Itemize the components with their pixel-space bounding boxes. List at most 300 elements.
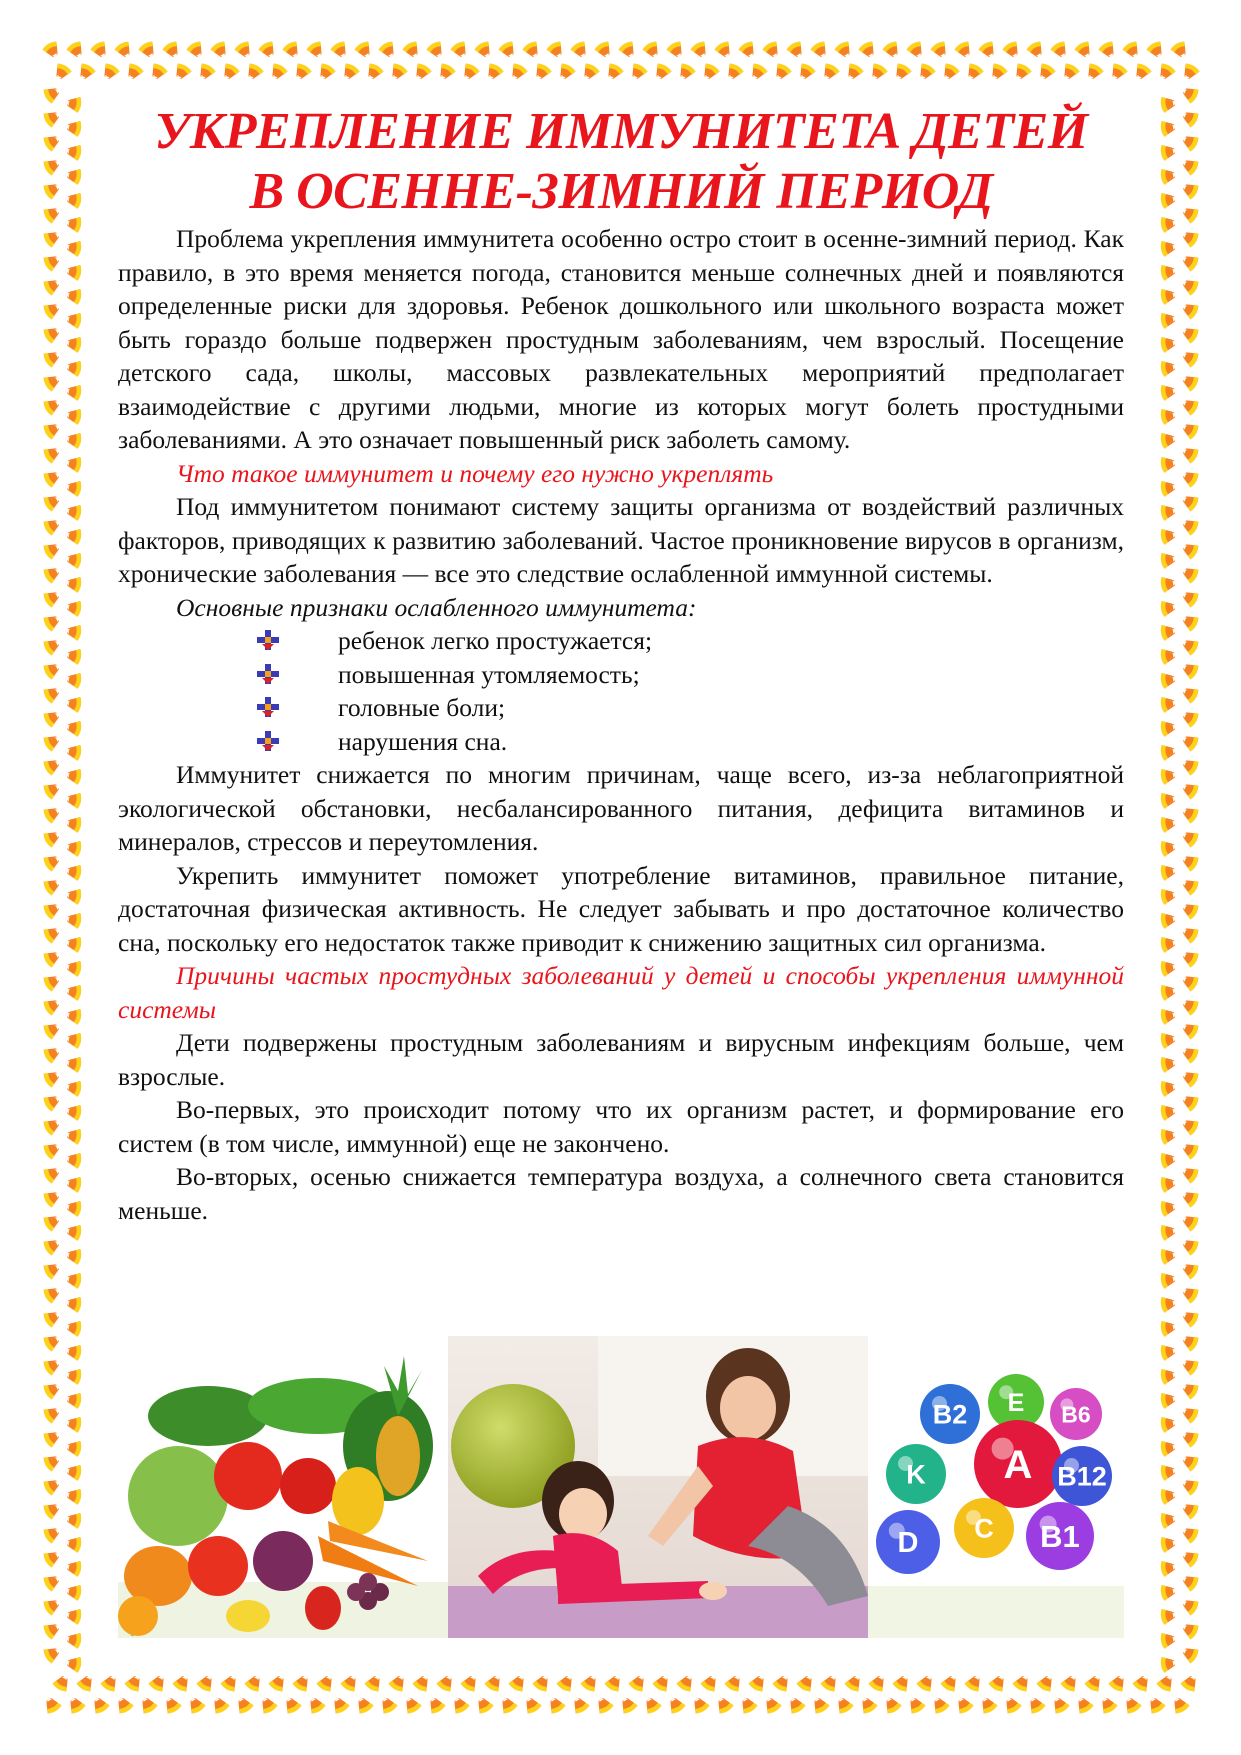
candy-corn-icon bbox=[329, 1694, 350, 1715]
candy-corn-icon bbox=[65, 1223, 83, 1241]
candy-corn-icon bbox=[1179, 395, 1200, 416]
candy-corn-icon bbox=[689, 1694, 710, 1715]
candy-corn-icon bbox=[786, 40, 807, 61]
candy-corn-icon bbox=[268, 1672, 289, 1693]
candy-corn-icon bbox=[930, 40, 951, 61]
candy-corn-icon bbox=[65, 1439, 83, 1457]
candy-corn-icon bbox=[42, 1283, 63, 1304]
candy-corn-icon bbox=[42, 1307, 63, 1328]
candy-corn-icon bbox=[507, 62, 528, 83]
candy-corn-icon bbox=[1049, 1694, 1070, 1715]
list-item bbox=[256, 658, 1124, 692]
candy-corn-icon bbox=[594, 40, 615, 61]
candy-corn-icon bbox=[929, 1694, 950, 1715]
candy-corn-icon bbox=[65, 215, 83, 233]
candy-corn-icon bbox=[42, 1211, 63, 1232]
candy-corn-icon bbox=[1107, 62, 1128, 83]
candy-corn-icon bbox=[65, 239, 83, 257]
illustration-strip bbox=[118, 1336, 1124, 1638]
candy-corn-icon bbox=[1160, 335, 1178, 353]
candy-corn-icon bbox=[65, 911, 83, 929]
candy-corn-icon bbox=[42, 1331, 63, 1352]
candy-corn-icon bbox=[42, 731, 63, 752]
candy-corn-icon bbox=[65, 455, 83, 473]
candy-corn-icon bbox=[233, 1694, 254, 1715]
candy-corn-icon bbox=[291, 62, 312, 83]
candy-corn-icon bbox=[460, 1672, 481, 1693]
candy-corn-icon bbox=[281, 1694, 302, 1715]
candy-corn-icon bbox=[1160, 1247, 1178, 1265]
strengthen-paragraph: Укрепить иммунитет поможет употребление витаминов, правильное питание, достаточная физическая активность. Не следует забывать и про достаточное количество сна, поскольку его недостаток также приводит к снижению защитных сил организма. bbox=[118, 860, 1124, 957]
candy-corn-icon bbox=[1179, 179, 1200, 200]
candy-corn-icon bbox=[65, 623, 83, 641]
candy-corn-icon bbox=[65, 1487, 83, 1505]
candy-corn-icon bbox=[42, 635, 63, 656]
candy-corn-icon bbox=[1121, 1694, 1142, 1715]
candy-corn-icon bbox=[42, 107, 63, 128]
candy-corn-icon bbox=[65, 791, 83, 809]
candy-corn-icon bbox=[1179, 611, 1200, 632]
candy-corn-icon bbox=[42, 419, 63, 440]
candy-corn-icon bbox=[508, 1672, 529, 1693]
candy-corn-icon bbox=[42, 779, 63, 800]
candy-corn-icon bbox=[219, 62, 240, 83]
candy-corn-icon bbox=[1160, 503, 1178, 521]
candy-corn-icon bbox=[1036, 1672, 1057, 1693]
candy-corn-icon bbox=[65, 407, 83, 425]
candy-corn-icon bbox=[65, 383, 83, 401]
candy-corn-icon bbox=[1179, 83, 1200, 104]
signs-heading: Основные признаки ослабленного иммунитета: bbox=[176, 592, 697, 622]
candy-corn-icon bbox=[1160, 1223, 1178, 1241]
candy-corn-icon bbox=[1179, 1211, 1200, 1232]
candy-corn-icon bbox=[162, 40, 183, 61]
candy-corn-icon bbox=[473, 1694, 494, 1715]
candy-corn-icon bbox=[377, 1694, 398, 1715]
candy-corn-icon bbox=[1160, 167, 1178, 185]
candy-corn-icon bbox=[65, 1199, 83, 1217]
candy-corn-icon bbox=[1160, 527, 1178, 545]
candy-corn-icon bbox=[891, 62, 912, 83]
candy-corn-icon bbox=[531, 62, 552, 83]
candy-corn-icon bbox=[42, 1043, 63, 1064]
candy-corn-icon bbox=[450, 40, 471, 61]
candy-corn-icon bbox=[1179, 155, 1200, 176]
candy-corn-icon bbox=[42, 1571, 63, 1592]
candy-corn-icon bbox=[1160, 1631, 1178, 1649]
candy-corn-icon bbox=[65, 959, 83, 977]
candy-corn-icon bbox=[833, 1694, 854, 1715]
candy-corn-icon bbox=[738, 40, 759, 61]
candy-corn-icon bbox=[65, 479, 83, 497]
candy-corn-icon bbox=[1160, 119, 1178, 137]
candy-corn-icon bbox=[762, 40, 783, 61]
vitamin-label: B2 bbox=[932, 1399, 968, 1430]
candy-corn-icon bbox=[1146, 40, 1167, 61]
candy-corn-icon bbox=[1160, 1343, 1178, 1361]
candy-corn-icon bbox=[1160, 959, 1178, 977]
candy-corn-icon bbox=[42, 203, 63, 224]
candy-corn-icon bbox=[42, 1451, 63, 1472]
candy-corn-icon bbox=[42, 1187, 63, 1208]
candy-corn-icon bbox=[65, 359, 83, 377]
sign-text: повышенная утомляемость; bbox=[338, 659, 640, 689]
candy-corn-icon bbox=[1179, 659, 1200, 680]
plus-arrow-bullet-icon bbox=[256, 730, 280, 752]
candy-corn-icon bbox=[1160, 1655, 1178, 1673]
candy-corn-icon bbox=[171, 62, 192, 83]
candy-corn-icon bbox=[617, 1694, 638, 1715]
candy-corn-icon bbox=[1160, 1007, 1178, 1025]
candy-corn-icon bbox=[1179, 539, 1200, 560]
candy-corn-icon bbox=[857, 1694, 878, 1715]
candy-corn-icon bbox=[1179, 419, 1200, 440]
candy-corn-icon bbox=[65, 1031, 83, 1049]
candy-corn-icon bbox=[1059, 62, 1080, 83]
candy-corn-icon bbox=[42, 227, 63, 248]
sign-text: ребенок легко простужается; bbox=[338, 626, 653, 655]
candy-corn-icon bbox=[545, 1694, 566, 1715]
candy-corn-icon bbox=[42, 40, 63, 61]
candy-corn-icon bbox=[306, 40, 327, 61]
candy-corn-icon bbox=[65, 1103, 83, 1121]
candy-corn-icon bbox=[844, 1672, 865, 1693]
candy-corn-icon bbox=[1160, 1535, 1178, 1553]
candy-corn-icon bbox=[65, 191, 83, 209]
candy-corn-icon bbox=[51, 62, 72, 83]
candy-corn-icon bbox=[42, 1019, 63, 1040]
candy-corn-icon bbox=[1179, 1235, 1200, 1256]
candy-corn-icon bbox=[1179, 995, 1200, 1016]
candy-corn-icon bbox=[1160, 1463, 1178, 1481]
candy-corn-icon bbox=[1002, 40, 1023, 61]
candy-corn-icon bbox=[100, 1672, 121, 1693]
candy-corn-icon bbox=[1083, 62, 1104, 83]
candy-corn-icon bbox=[210, 40, 231, 61]
candy-corn-icon bbox=[65, 551, 83, 569]
candy-corn-icon bbox=[65, 1271, 83, 1289]
candy-corn-icon bbox=[1160, 263, 1178, 281]
candy-corn-icon bbox=[42, 1067, 63, 1088]
plus-arrow-bullet-icon bbox=[256, 663, 280, 685]
candy-corn-icon bbox=[1160, 455, 1178, 473]
candy-corn-icon bbox=[220, 1672, 241, 1693]
candy-corn-icon bbox=[65, 671, 83, 689]
candy-corn-icon bbox=[642, 40, 663, 61]
candy-corn-icon bbox=[42, 851, 63, 872]
candy-corn-icon bbox=[1179, 1331, 1200, 1352]
candy-corn-icon bbox=[1179, 467, 1200, 488]
candy-corn-icon bbox=[1160, 1583, 1178, 1601]
vitamin-label: C bbox=[974, 1513, 994, 1544]
article bbox=[118, 102, 1124, 1227]
candy-corn-icon bbox=[42, 1595, 63, 1616]
candy-corn-icon bbox=[65, 695, 83, 713]
candy-corn-icon bbox=[1160, 1439, 1178, 1457]
candy-corn-icon bbox=[521, 1694, 542, 1715]
candy-corn-icon bbox=[1179, 1163, 1200, 1184]
candy-corn-icon bbox=[89, 1694, 110, 1715]
candy-corn-icon bbox=[1160, 311, 1178, 329]
candy-corn-icon bbox=[1179, 1595, 1200, 1616]
children-susceptible-paragraph: Дети подвержены простудным заболеваниям и вирусным инфекциям больше, чем взрослые. bbox=[118, 1028, 1124, 1091]
candy-corn-icon bbox=[412, 1672, 433, 1693]
candy-corn-icon bbox=[66, 40, 87, 61]
candy-corn-icon bbox=[65, 287, 83, 305]
candy-corn-icon bbox=[1179, 1259, 1200, 1280]
candy-corn-icon bbox=[1160, 935, 1178, 953]
candy-corn-icon bbox=[1179, 371, 1200, 392]
candy-corn-icon bbox=[474, 40, 495, 61]
candy-corn-icon bbox=[652, 1672, 673, 1693]
candy-corn-icon bbox=[1122, 40, 1143, 61]
candy-corn-icon bbox=[42, 899, 63, 920]
candy-corn-icon bbox=[1179, 971, 1200, 992]
candy-corn-icon bbox=[1074, 40, 1095, 61]
candy-corn-icon bbox=[113, 1694, 134, 1715]
candy-corn-icon bbox=[723, 62, 744, 83]
candy-corn-icon bbox=[1108, 1672, 1129, 1693]
list-item bbox=[256, 691, 1124, 725]
candy-corn-icon bbox=[363, 62, 384, 83]
candy-corn-icon bbox=[1160, 143, 1178, 161]
candy-corn-icon bbox=[354, 40, 375, 61]
candy-corn-icon bbox=[449, 1694, 470, 1715]
candy-corn-icon bbox=[1179, 755, 1200, 776]
candy-corn-icon bbox=[1179, 491, 1200, 512]
candy-corn-icon bbox=[1179, 1451, 1200, 1472]
candy-corn-icon bbox=[1179, 923, 1200, 944]
vitamin-label: B6 bbox=[1061, 1401, 1091, 1428]
candy-corn-icon bbox=[1131, 62, 1152, 83]
candy-corn-icon bbox=[42, 1403, 63, 1424]
candy-corn-icon bbox=[65, 167, 83, 185]
candy-corn-icon bbox=[1179, 203, 1200, 224]
candy-corn-icon bbox=[628, 1672, 649, 1693]
candy-corn-icon bbox=[1160, 1271, 1178, 1289]
candy-corn-icon bbox=[690, 40, 711, 61]
intro-paragraph: Проблема укрепления иммунитета особенно остро стоит в осенне-зимний период. Как правило, в это время меняется погода, становится меньше солнечных дней и появляются определенные риски для здоровья. Ребенок дошкольного или школьного возраста может быть гораздо больше подвержен простудным заболеваниям, чем взрослый. Посещение детского сада, школы, массовых развлекательных мероприятий предполагает взаимодействие с другими людьми, многие из которых могут болеть простудными заболеваниями. А это означает повышенный риск заболеть самому. bbox=[118, 224, 1124, 454]
candy-corn-icon bbox=[387, 62, 408, 83]
candy-corn-icon bbox=[881, 1694, 902, 1715]
candy-corn-icon bbox=[1160, 671, 1178, 689]
candy-corn-icon bbox=[1155, 62, 1176, 83]
candy-corn-icon bbox=[65, 1559, 83, 1577]
candy-corn-icon bbox=[665, 1694, 686, 1715]
candy-corn-icon bbox=[1179, 707, 1200, 728]
candy-corn-icon bbox=[1026, 40, 1047, 61]
candy-corn-icon bbox=[42, 155, 63, 176]
candy-corn-icon bbox=[953, 1694, 974, 1715]
candy-corn-icon bbox=[65, 599, 83, 617]
candy-corn-icon bbox=[1160, 1487, 1178, 1505]
candy-corn-icon bbox=[148, 1672, 169, 1693]
candy-corn-icon bbox=[1160, 407, 1178, 425]
candy-corn-icon bbox=[1179, 62, 1200, 83]
candy-corn-icon bbox=[42, 923, 63, 944]
candy-corn-icon bbox=[459, 62, 480, 83]
candy-corn-icon bbox=[1132, 1672, 1153, 1693]
candy-corn-icon bbox=[42, 443, 63, 464]
candy-corn-icon bbox=[257, 1694, 278, 1715]
candy-corn-icon bbox=[700, 1672, 721, 1693]
candy-corn-icon bbox=[42, 323, 63, 344]
candy-corn-icon bbox=[1179, 803, 1200, 824]
candy-corn-icon bbox=[65, 1079, 83, 1097]
candy-corn-icon bbox=[161, 1694, 182, 1715]
candy-corn-icon bbox=[1179, 443, 1200, 464]
candy-corn-icon bbox=[65, 863, 83, 881]
candy-corn-icon bbox=[603, 62, 624, 83]
candy-corn-icon bbox=[892, 1672, 913, 1693]
candy-corn-icon bbox=[1160, 359, 1178, 377]
candy-corn-icon bbox=[484, 1672, 505, 1693]
candy-corn-icon bbox=[195, 62, 216, 83]
candy-corn-icon bbox=[651, 62, 672, 83]
candy-corn-icon bbox=[41, 1694, 62, 1715]
candy-corn-icon bbox=[425, 1694, 446, 1715]
candy-corn-icon bbox=[978, 40, 999, 61]
vitamin-balls-illustration bbox=[868, 1336, 1124, 1638]
candy-corn-icon bbox=[42, 1091, 63, 1112]
candy-corn-icon bbox=[1179, 827, 1200, 848]
candy-corn-icon bbox=[1160, 1559, 1178, 1577]
candy-corn-icon bbox=[1160, 575, 1178, 593]
candy-corn-icon bbox=[570, 40, 591, 61]
candy-corn-icon bbox=[675, 62, 696, 83]
candy-corn-icon bbox=[65, 1295, 83, 1313]
candy-corn-icon bbox=[435, 62, 456, 83]
candy-corn-icon bbox=[868, 1672, 889, 1693]
candy-corn-icon bbox=[42, 1355, 63, 1376]
candy-corn-icon bbox=[42, 515, 63, 536]
candy-corn-icon bbox=[282, 40, 303, 61]
candy-corn-icon bbox=[401, 1694, 422, 1715]
candy-corn-icon bbox=[1160, 623, 1178, 641]
candy-corn-icon bbox=[666, 40, 687, 61]
candy-corn-icon bbox=[42, 587, 63, 608]
candy-corn-icon bbox=[65, 1631, 83, 1649]
candy-corn-icon bbox=[1097, 1694, 1118, 1715]
candy-corn-icon bbox=[42, 539, 63, 560]
candy-corn-icon bbox=[65, 1535, 83, 1553]
candy-corn-icon bbox=[1160, 1295, 1178, 1313]
candy-corn-icon bbox=[1160, 647, 1178, 665]
candy-corn-icon bbox=[1160, 719, 1178, 737]
candy-corn-icon bbox=[1160, 1319, 1178, 1337]
candy-corn-icon bbox=[915, 62, 936, 83]
candy-corn-icon bbox=[1160, 215, 1178, 233]
candy-corn-icon bbox=[737, 1694, 758, 1715]
candy-corn-icon bbox=[1179, 515, 1200, 536]
candy-corn-icon bbox=[532, 1672, 553, 1693]
candy-corn-icon bbox=[1179, 251, 1200, 272]
candy-corn-icon bbox=[42, 1547, 63, 1568]
candy-corn-icon bbox=[906, 40, 927, 61]
candy-corn-icon bbox=[1179, 1019, 1200, 1040]
candy-corn-icon bbox=[402, 40, 423, 61]
candy-corn-icon bbox=[555, 62, 576, 83]
candy-corn-icon bbox=[1073, 1694, 1094, 1715]
candy-corn-icon bbox=[65, 983, 83, 1001]
candy-corn-icon bbox=[1060, 1672, 1081, 1693]
candy-corn-icon bbox=[1160, 911, 1178, 929]
vitamin-label: D bbox=[897, 1527, 919, 1560]
candy-corn-icon bbox=[1160, 1367, 1178, 1385]
candy-corn-icon bbox=[388, 1672, 409, 1693]
candy-corn-icon bbox=[42, 827, 63, 848]
candy-corn-icon bbox=[65, 1391, 83, 1409]
candy-corn-icon bbox=[580, 1672, 601, 1693]
candy-corn-icon bbox=[1160, 95, 1178, 113]
candy-corn-icon bbox=[42, 83, 63, 104]
candy-corn-icon bbox=[1160, 1055, 1178, 1073]
immunity-definition-paragraph: Под иммунитетом понимают систему защиты организма от воздействий различных факторов, приводящих к развитию заболеваний. Частое проникновение вирусов в организм, хронические заболевания — все это следствие ослабленной иммунной системы. bbox=[118, 492, 1124, 588]
candy-corn-icon bbox=[785, 1694, 806, 1715]
candy-corn-icon bbox=[1179, 1475, 1200, 1496]
candy-corn-icon bbox=[1179, 227, 1200, 248]
candy-corn-icon bbox=[497, 1694, 518, 1715]
candy-corn-icon bbox=[1160, 791, 1178, 809]
candy-corn-icon bbox=[964, 1672, 985, 1693]
candy-corn-icon bbox=[1179, 587, 1200, 608]
exercise-illustration bbox=[448, 1336, 868, 1638]
candy-corn-icon bbox=[954, 40, 975, 61]
candy-corn-icon bbox=[65, 1247, 83, 1265]
vegetables-image bbox=[118, 1336, 448, 1638]
candy-corn-icon bbox=[1179, 899, 1200, 920]
candy-corn-icon bbox=[579, 62, 600, 83]
candy-corn-icon bbox=[1179, 1115, 1200, 1136]
candy-corn-icon bbox=[42, 275, 63, 296]
candy-corn-icon bbox=[1098, 40, 1119, 61]
candy-corn-icon bbox=[65, 887, 83, 905]
candy-corn-icon bbox=[1170, 40, 1191, 61]
sign-text: головные боли; bbox=[338, 693, 506, 722]
page-title bbox=[118, 102, 1124, 222]
candy-corn-icon bbox=[123, 62, 144, 83]
candy-corn-icon bbox=[522, 40, 543, 61]
candy-corn-icon bbox=[1160, 479, 1178, 497]
candy-corn-icon bbox=[65, 743, 83, 761]
candy-corn-icon bbox=[243, 62, 264, 83]
candy-corn-icon bbox=[42, 491, 63, 512]
candy-corn-icon bbox=[1160, 599, 1178, 617]
candy-corn-icon bbox=[1160, 239, 1178, 257]
candy-corn-icon bbox=[42, 1259, 63, 1280]
candy-corn-icon bbox=[1160, 1127, 1178, 1145]
candy-corn-icon bbox=[42, 1139, 63, 1160]
candy-corn-icon bbox=[593, 1694, 614, 1715]
candy-corn-icon bbox=[1179, 1571, 1200, 1592]
candy-corn-icon bbox=[1179, 947, 1200, 968]
candy-corn-icon bbox=[436, 1672, 457, 1693]
list-item bbox=[256, 624, 1124, 658]
candy-corn-icon bbox=[52, 1672, 73, 1693]
candy-corn-icon bbox=[1160, 743, 1178, 761]
candy-corn-icon bbox=[65, 1694, 86, 1715]
candy-corn-icon bbox=[426, 40, 447, 61]
candy-corn-icon bbox=[1179, 1403, 1200, 1424]
candy-corn-icon bbox=[378, 40, 399, 61]
candy-corn-icon bbox=[1156, 1672, 1177, 1693]
plus-arrow-bullet-icon bbox=[256, 696, 280, 718]
candy-corn-icon bbox=[42, 1643, 63, 1664]
candy-corn-icon bbox=[1179, 563, 1200, 584]
mother-child-exercise-image bbox=[448, 1336, 868, 1638]
candy-corn-icon bbox=[65, 1367, 83, 1385]
candy-corn-icon bbox=[714, 40, 735, 61]
